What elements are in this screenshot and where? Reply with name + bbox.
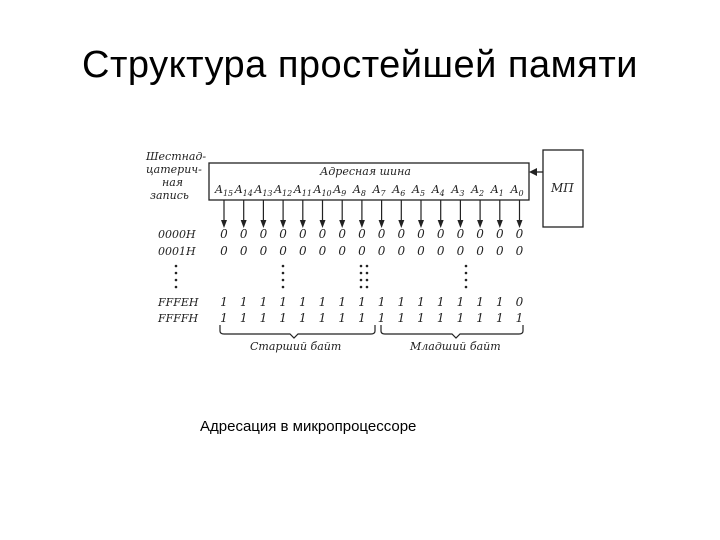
ellipsis-dot — [282, 265, 285, 268]
bit-value: 1 — [397, 295, 406, 309]
bit-value: 1 — [220, 311, 228, 325]
bit-value: 0 — [397, 244, 406, 258]
bit-value: 1 — [338, 311, 347, 325]
address-line-label: $A_2$ — [471, 183, 485, 198]
bit-value: 0 — [298, 244, 307, 258]
address-line-label: $A_{10}$ — [313, 183, 332, 198]
address-line-label: $A_6$ — [392, 183, 406, 198]
hex-notation-line-3: ная — [162, 176, 184, 189]
hex-notation-line-4: запись — [150, 189, 189, 202]
bit-value: 1 — [239, 311, 248, 325]
bit-value: 1 — [377, 311, 386, 325]
ellipsis-dot — [360, 286, 363, 289]
bit-value: 1 — [417, 311, 425, 325]
mp-label: МП — [551, 181, 574, 195]
bit-value: 0 — [298, 227, 307, 241]
bit-value: 1 — [436, 311, 445, 325]
row-address-label: 0000H — [158, 228, 196, 241]
bit-value: 0 — [220, 244, 228, 258]
page-title: Структура простейшей памяти — [82, 44, 638, 86]
bit-value: 0 — [259, 227, 268, 241]
bit-value: 1 — [298, 295, 307, 309]
bit-value: 0 — [397, 227, 406, 241]
ellipsis-dot — [175, 286, 178, 289]
address-line-label: $A_7$ — [372, 183, 386, 198]
address-arrows — [221, 200, 523, 228]
low-byte-bracket — [381, 325, 523, 338]
bit-value: 0 — [338, 244, 347, 258]
bit-value: 0 — [338, 227, 347, 241]
bit-value: 1 — [358, 295, 366, 309]
ellipsis-dot — [360, 279, 363, 282]
hex-notation-line-2: цатерич- — [146, 163, 202, 176]
bit-value: 0 — [495, 244, 504, 258]
bit-value: 1 — [279, 311, 287, 325]
bit-value: 0 — [259, 244, 268, 258]
bit-value: 1 — [358, 311, 366, 325]
ellipsis-dot — [366, 286, 369, 289]
ellipsis-dot — [175, 265, 178, 268]
bit-value: 1 — [279, 295, 287, 309]
bit-value: 0 — [239, 227, 248, 241]
address-line-label: $A_1$ — [490, 183, 504, 198]
bit-value: 1 — [318, 311, 327, 325]
address-bus-label: Адресная шина — [320, 165, 411, 178]
bit-value: 0 — [456, 244, 465, 258]
mp-to-bus-arrow — [529, 168, 537, 176]
ellipsis-dot — [465, 272, 468, 275]
bit-value: 1 — [495, 311, 504, 325]
bit-value: 0 — [377, 227, 386, 241]
bit-value: 1 — [476, 295, 484, 309]
ellipsis-dot — [465, 279, 468, 282]
figure-caption: Адресация в микропроцессоре — [200, 418, 417, 435]
ellipsis-dot — [360, 265, 363, 268]
bit-value: 0 — [515, 227, 524, 241]
ellipsis-dot — [282, 286, 285, 289]
bit-value: 1 — [436, 295, 445, 309]
bit-value: 1 — [476, 311, 484, 325]
ellipsis-dot — [465, 286, 468, 289]
address-line-label: $A_{15}$ — [215, 183, 234, 198]
bit-value: 0 — [279, 244, 287, 258]
bit-value: 1 — [495, 295, 504, 309]
address-line-label: $A_{13}$ — [254, 183, 273, 198]
ellipsis-dot — [175, 272, 178, 275]
ellipsis-dot — [175, 279, 178, 282]
bit-value: 1 — [397, 311, 406, 325]
bit-value: 1 — [259, 295, 268, 309]
low-byte-label: Младший байт — [410, 340, 501, 353]
bit-value: 0 — [436, 244, 445, 258]
bit-value: 0 — [220, 227, 228, 241]
bit-value: 0 — [476, 244, 484, 258]
ellipsis-dot — [366, 279, 369, 282]
row-labels — [157, 228, 199, 325]
bit-value: 0 — [456, 227, 465, 241]
bit-value: 1 — [220, 295, 228, 309]
bit-value: 0 — [358, 227, 366, 241]
bit-value: 0 — [318, 227, 327, 241]
ellipsis-dots — [175, 265, 468, 289]
bit-value: 0 — [358, 244, 366, 258]
ellipsis-dot — [366, 265, 369, 268]
address-line-label: $A_9$ — [333, 183, 347, 198]
high-byte-bracket — [220, 325, 375, 338]
ellipsis-dot — [366, 272, 369, 275]
address-line-label: $A_{11}$ — [293, 183, 312, 198]
address-line-label: $A_4$ — [431, 183, 445, 198]
bit-value: 1 — [338, 295, 347, 309]
address-line-label: $A_3$ — [451, 183, 465, 198]
bit-value: 1 — [259, 311, 268, 325]
bit-value: 1 — [515, 311, 524, 325]
bit-value: 1 — [377, 295, 386, 309]
bit-value: 0 — [417, 227, 425, 241]
bit-value: 0 — [436, 227, 445, 241]
bit-value: 1 — [417, 295, 425, 309]
hex-notation-label — [145, 150, 206, 202]
row-address-label: FFFEH — [158, 296, 199, 309]
ellipsis-dot — [282, 272, 285, 275]
address-line-labels — [214, 183, 524, 198]
address-line-label: $A_0$ — [510, 183, 524, 198]
row-address-label: FFFFH — [158, 312, 199, 325]
bit-value: 0 — [417, 244, 425, 258]
bit-value: 0 — [476, 227, 484, 241]
hex-notation-line-1: Шестнад- — [146, 150, 207, 163]
bit-value: 0 — [377, 244, 386, 258]
bit-value: 0 — [515, 244, 524, 258]
bit-value: 1 — [318, 295, 327, 309]
address-line-label: $A_{14}$ — [234, 183, 253, 198]
address-line-label: $A_8$ — [352, 183, 366, 198]
bit-value: 1 — [298, 311, 307, 325]
bit-grid — [220, 227, 524, 325]
bit-value: 0 — [515, 295, 524, 309]
high-byte-label: Старший байт — [250, 340, 342, 353]
bit-value: 0 — [318, 244, 327, 258]
address-line-label: $A_{12}$ — [274, 183, 293, 198]
ellipsis-dot — [282, 279, 285, 282]
bit-value: 0 — [279, 227, 287, 241]
bit-value: 1 — [456, 311, 465, 325]
ellipsis-dot — [465, 265, 468, 268]
ellipsis-dot — [360, 272, 363, 275]
bit-value: 1 — [239, 295, 248, 309]
bit-value: 1 — [456, 295, 465, 309]
address-line-label: $A_5$ — [412, 183, 426, 198]
row-address-label: 0001H — [158, 245, 196, 258]
bit-value: 0 — [495, 227, 504, 241]
bit-value: 0 — [239, 244, 248, 258]
